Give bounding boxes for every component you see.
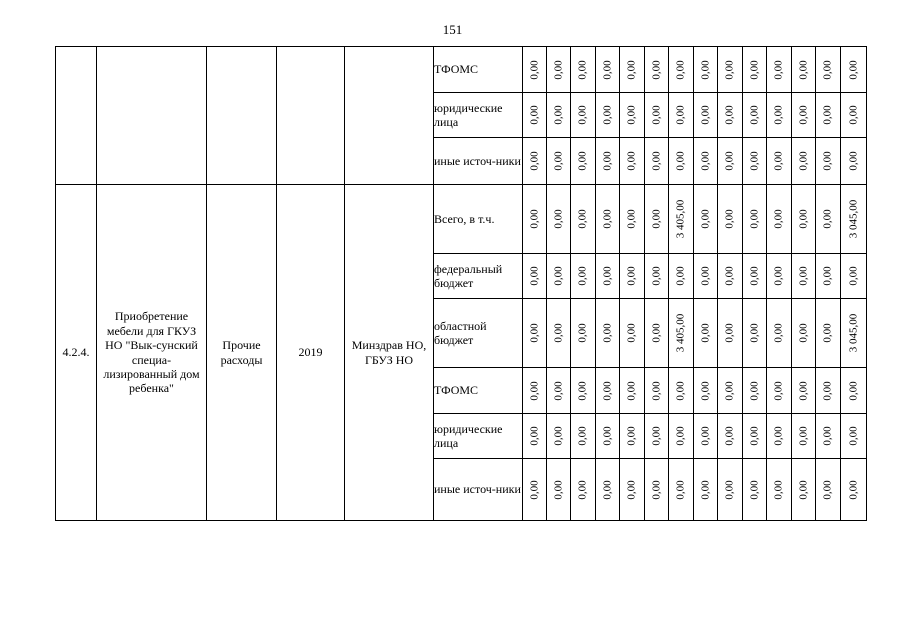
value-text: 0,00	[723, 479, 736, 500]
value-text: 0,00	[674, 59, 687, 80]
value-cell	[547, 299, 571, 368]
value-cell	[694, 138, 718, 185]
value-text: 0,00	[772, 209, 785, 229]
value-cell	[841, 368, 867, 414]
value-text: 0,00	[527, 266, 540, 286]
value-text: 0,00	[698, 209, 711, 229]
value-text: 0,00	[796, 479, 809, 500]
value-text: 0,00	[772, 323, 785, 343]
funding-source-cell: ТФОМС	[434, 368, 523, 414]
value-cell	[694, 368, 718, 414]
value-text: 0,00	[576, 105, 589, 125]
funding-source-cell: юридические лица	[434, 414, 523, 459]
value-cell	[718, 254, 743, 299]
value-text: 0,00	[649, 105, 662, 125]
value-text: 0,00	[772, 380, 785, 401]
value-text: 0,00	[527, 59, 540, 80]
value-cell	[767, 459, 792, 521]
value-text: 0,00	[821, 426, 834, 446]
value-text: 0,00	[551, 266, 564, 286]
value-cell	[816, 47, 841, 93]
value-cell	[596, 138, 620, 185]
value-cell	[841, 185, 867, 254]
value-text: 0,00	[772, 105, 785, 125]
value-cell	[816, 459, 841, 521]
value-text: 0,00	[821, 105, 834, 125]
table-row	[56, 47, 867, 93]
value-cell	[547, 414, 571, 459]
value-cell	[571, 299, 596, 368]
value-text: 0,00	[772, 151, 785, 171]
value-cell	[620, 185, 645, 254]
value-text: 0,00	[747, 426, 760, 446]
value-text: 0,00	[649, 266, 662, 286]
value-cell	[596, 414, 620, 459]
value-cell	[792, 414, 816, 459]
value-text: 0,00	[796, 323, 809, 343]
value-cell	[645, 254, 669, 299]
value-cell	[792, 254, 816, 299]
year-cell-empty	[277, 47, 345, 185]
page-number: 151	[442, 22, 463, 37]
value-cell	[669, 93, 694, 138]
name-cell-empty	[97, 47, 207, 185]
value-text: 0,00	[600, 479, 613, 500]
value-text: 0,00	[723, 105, 736, 125]
value-cell	[743, 414, 767, 459]
value-cell	[816, 138, 841, 185]
value-text: 0,00	[625, 266, 638, 286]
value-cell	[571, 254, 596, 299]
value-text: 0,00	[821, 479, 834, 500]
value-cell	[816, 254, 841, 299]
value-text: 0,00	[600, 380, 613, 401]
value-text: 0,00	[747, 151, 760, 171]
value-cell	[841, 414, 867, 459]
expense-type: Прочие расходы	[207, 185, 277, 521]
value-text: 3 045,00	[846, 313, 859, 353]
value-text: 0,00	[723, 426, 736, 446]
value-text: 0,00	[600, 151, 613, 171]
value-cell	[645, 414, 669, 459]
value-cell	[547, 93, 571, 138]
funding-source-cell: иные источ-ники	[434, 138, 523, 185]
value-text: 0,00	[772, 266, 785, 286]
value-cell	[694, 185, 718, 254]
value-cell	[767, 93, 792, 138]
value-cell	[792, 138, 816, 185]
value-cell	[596, 254, 620, 299]
value-text: 0,00	[772, 426, 785, 446]
value-cell	[645, 93, 669, 138]
value-cell	[743, 459, 767, 521]
value-text: 0,00	[551, 59, 564, 80]
value-cell	[523, 47, 547, 93]
value-text: 0,00	[551, 209, 564, 229]
value-text: 0,00	[674, 479, 687, 500]
value-cell	[669, 414, 694, 459]
value-cell	[523, 299, 547, 368]
value-text: 0,00	[821, 323, 834, 343]
value-cell	[523, 185, 547, 254]
value-cell	[669, 47, 694, 93]
value-text: 0,00	[747, 105, 760, 125]
value-text: 0,00	[698, 479, 711, 500]
value-cell	[669, 185, 694, 254]
value-text: 0,00	[723, 151, 736, 171]
funding-source-cell: юридические лица	[434, 93, 523, 138]
value-cell	[718, 138, 743, 185]
funding-source-cell: ТФОМС	[434, 47, 523, 93]
value-text: 0,00	[723, 266, 736, 286]
value-text: 0,00	[674, 151, 687, 171]
value-cell	[767, 254, 792, 299]
value-cell	[718, 93, 743, 138]
value-cell	[669, 254, 694, 299]
value-cell	[694, 254, 718, 299]
value-cell	[523, 368, 547, 414]
value-text: 0,00	[698, 323, 711, 343]
value-text: 0,00	[796, 151, 809, 171]
value-cell	[816, 93, 841, 138]
value-cell	[694, 459, 718, 521]
value-text: 0,00	[625, 380, 638, 401]
value-cell	[571, 459, 596, 521]
value-text: 0,00	[600, 426, 613, 446]
item-name: Приобретение мебели для ГКУЗ НО "Вык-сунский специа-лизированный дом ребенка"	[97, 185, 207, 521]
value-cell	[523, 459, 547, 521]
value-text: 0,00	[576, 266, 589, 286]
value-text: 0,00	[527, 323, 540, 343]
value-cell	[718, 299, 743, 368]
value-text: 0,00	[747, 323, 760, 343]
value-text: 0,00	[747, 266, 760, 286]
value-text: 0,00	[551, 151, 564, 171]
value-cell	[620, 138, 645, 185]
value-cell	[596, 459, 620, 521]
value-text: 0,00	[551, 323, 564, 343]
code-cell-empty	[56, 47, 97, 185]
value-cell	[620, 459, 645, 521]
value-text: 0,00	[674, 426, 687, 446]
value-text: 0,00	[576, 59, 589, 80]
value-text: 0,00	[821, 380, 834, 401]
value-cell	[645, 47, 669, 93]
value-cell	[620, 414, 645, 459]
value-text: 0,00	[551, 426, 564, 446]
value-cell	[792, 47, 816, 93]
type-cell-empty	[207, 47, 277, 185]
value-cell	[718, 459, 743, 521]
value-text: 0,00	[846, 479, 859, 500]
value-cell	[743, 368, 767, 414]
value-text: 0,00	[625, 479, 638, 500]
value-cell	[620, 93, 645, 138]
value-text: 0,00	[698, 59, 711, 80]
value-cell	[743, 185, 767, 254]
value-cell	[718, 368, 743, 414]
value-cell	[767, 414, 792, 459]
value-cell	[718, 414, 743, 459]
value-text: 0,00	[600, 209, 613, 229]
value-text: 0,00	[698, 426, 711, 446]
value-text: 0,00	[527, 380, 540, 401]
value-text: 0,00	[576, 151, 589, 171]
value-text: 0,00	[747, 479, 760, 500]
value-text: 0,00	[698, 380, 711, 401]
value-cell	[718, 185, 743, 254]
value-text: 0,00	[600, 323, 613, 343]
value-cell	[571, 93, 596, 138]
value-text: 0,00	[649, 59, 662, 80]
value-cell	[743, 254, 767, 299]
value-cell	[792, 368, 816, 414]
value-text: 0,00	[796, 105, 809, 125]
executor-cell-empty	[345, 47, 434, 185]
value-text: 0,00	[846, 426, 859, 446]
value-text: 0,00	[723, 59, 736, 80]
value-cell	[571, 414, 596, 459]
value-text: 0,00	[698, 105, 711, 125]
value-text: 0,00	[796, 426, 809, 446]
value-text: 0,00	[846, 151, 859, 171]
value-text: 3 045,00	[846, 199, 859, 239]
value-text: 0,00	[527, 426, 540, 446]
value-cell	[767, 47, 792, 93]
value-text: 0,00	[796, 209, 809, 229]
value-text: 0,00	[796, 380, 809, 401]
value-cell	[547, 47, 571, 93]
value-text: 0,00	[846, 380, 859, 401]
value-cell	[571, 138, 596, 185]
value-cell	[694, 414, 718, 459]
value-cell	[767, 299, 792, 368]
value-text: 0,00	[551, 380, 564, 401]
value-cell	[596, 185, 620, 254]
value-cell	[816, 368, 841, 414]
value-text: 0,00	[649, 151, 662, 171]
value-text: 0,00	[576, 209, 589, 229]
value-text: 0,00	[600, 105, 613, 125]
value-cell	[694, 299, 718, 368]
value-cell	[645, 138, 669, 185]
value-cell	[841, 459, 867, 521]
value-text: 0,00	[527, 105, 540, 125]
value-text: 0,00	[723, 380, 736, 401]
value-text: 0,00	[674, 105, 687, 125]
value-cell	[645, 459, 669, 521]
value-text: 0,00	[551, 479, 564, 500]
value-text: 0,00	[674, 266, 687, 286]
value-cell	[694, 93, 718, 138]
value-cell	[841, 47, 867, 93]
value-cell	[547, 185, 571, 254]
value-text: 0,00	[625, 59, 638, 80]
value-cell	[547, 138, 571, 185]
value-cell	[792, 93, 816, 138]
value-cell	[523, 414, 547, 459]
value-cell	[841, 254, 867, 299]
value-cell	[694, 47, 718, 93]
value-cell	[620, 47, 645, 93]
value-cell	[816, 185, 841, 254]
value-cell	[792, 299, 816, 368]
value-cell	[596, 47, 620, 93]
value-text: 0,00	[576, 479, 589, 500]
value-text: 0,00	[698, 266, 711, 286]
value-cell	[645, 185, 669, 254]
value-cell	[718, 47, 743, 93]
value-text: 0,00	[576, 323, 589, 343]
value-cell	[571, 368, 596, 414]
funding-source-cell: Всего, в т.ч.	[434, 185, 523, 254]
item-code: 4.2.4.	[56, 185, 97, 521]
value-text: 0,00	[551, 105, 564, 125]
value-text: 0,00	[846, 266, 859, 286]
value-text: 0,00	[527, 479, 540, 500]
value-text: 0,00	[821, 59, 834, 80]
value-cell	[523, 93, 547, 138]
value-cell	[841, 299, 867, 368]
value-text: 0,00	[772, 479, 785, 500]
value-text: 0,00	[674, 380, 687, 401]
value-cell	[645, 368, 669, 414]
value-cell	[841, 93, 867, 138]
value-cell	[645, 299, 669, 368]
value-cell	[547, 459, 571, 521]
table-row	[56, 185, 867, 254]
value-text: 0,00	[821, 209, 834, 229]
value-cell	[547, 368, 571, 414]
value-text: 0,00	[600, 266, 613, 286]
value-text: 0,00	[625, 209, 638, 229]
value-text: 0,00	[723, 209, 736, 229]
value-text: 0,00	[600, 59, 613, 80]
funding-source-cell: иные источ-ники	[434, 459, 523, 521]
value-text: 0,00	[796, 59, 809, 80]
value-cell	[816, 299, 841, 368]
value-text: 0,00	[649, 380, 662, 401]
value-cell	[596, 93, 620, 138]
value-cell	[596, 299, 620, 368]
value-text: 0,00	[772, 59, 785, 80]
value-cell	[620, 368, 645, 414]
value-text: 0,00	[625, 105, 638, 125]
value-cell	[669, 459, 694, 521]
value-cell	[571, 47, 596, 93]
value-cell	[743, 47, 767, 93]
value-text: 0,00	[527, 151, 540, 171]
value-text: 0,00	[649, 426, 662, 446]
funding-source-cell: областной бюджет	[434, 299, 523, 368]
value-cell	[816, 414, 841, 459]
value-cell	[767, 368, 792, 414]
value-text: 0,00	[625, 151, 638, 171]
value-text: 0,00	[846, 59, 859, 80]
value-text: 0,00	[576, 426, 589, 446]
value-text: 0,00	[747, 59, 760, 80]
value-cell	[767, 185, 792, 254]
budget-table	[55, 46, 867, 521]
value-cell	[596, 368, 620, 414]
value-text: 3 405,00	[674, 199, 687, 239]
value-cell	[669, 299, 694, 368]
value-text: 3 405,00	[674, 313, 687, 353]
value-text: 0,00	[649, 323, 662, 343]
value-cell	[792, 185, 816, 254]
value-text: 0,00	[846, 105, 859, 125]
value-text: 0,00	[821, 266, 834, 286]
value-text: 0,00	[747, 380, 760, 401]
value-cell	[523, 138, 547, 185]
value-cell	[669, 138, 694, 185]
executor: Минздрав НО, ГБУЗ НО	[345, 185, 434, 521]
value-cell	[571, 185, 596, 254]
value-text: 0,00	[796, 266, 809, 286]
value-cell	[743, 299, 767, 368]
value-text: 0,00	[698, 151, 711, 171]
value-cell	[792, 459, 816, 521]
funding-source-cell: федеральный бюджет	[434, 254, 523, 299]
value-text: 0,00	[625, 323, 638, 343]
value-text: 0,00	[576, 380, 589, 401]
value-cell	[743, 93, 767, 138]
value-cell	[743, 138, 767, 185]
value-cell	[523, 254, 547, 299]
value-cell	[547, 254, 571, 299]
value-text: 0,00	[649, 209, 662, 229]
value-cell	[669, 368, 694, 414]
value-cell	[620, 254, 645, 299]
item-year: 2019	[277, 185, 345, 521]
value-cell	[767, 138, 792, 185]
value-text: 0,00	[625, 426, 638, 446]
value-text: 0,00	[723, 323, 736, 343]
value-text: 0,00	[821, 151, 834, 171]
value-text: 0,00	[649, 479, 662, 500]
value-cell	[620, 299, 645, 368]
value-text: 0,00	[747, 209, 760, 229]
value-text: 0,00	[527, 209, 540, 229]
value-cell	[841, 138, 867, 185]
